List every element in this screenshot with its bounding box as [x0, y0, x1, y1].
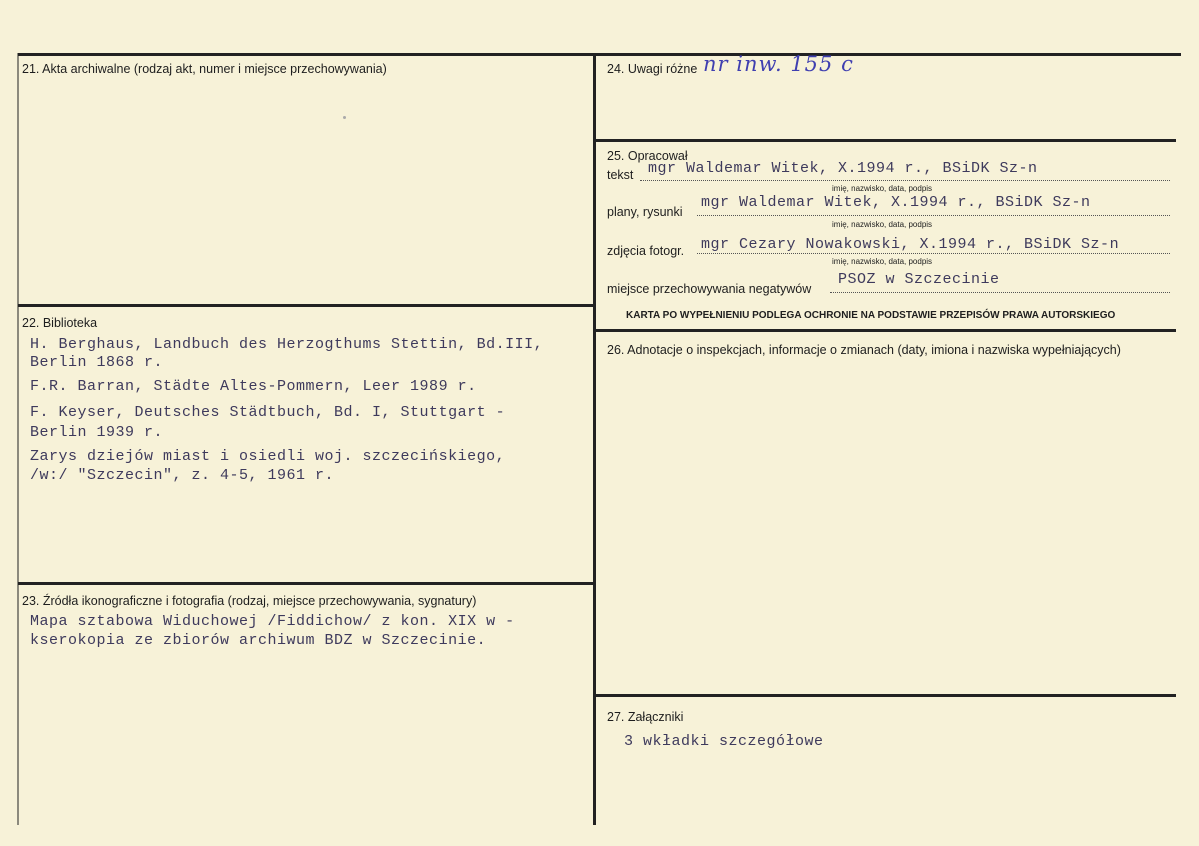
section-25-label: 25. Opracował: [607, 149, 688, 163]
tekst-value: mgr Waldemar Witek, X.1994 r., BSiDK Sz-n: [648, 160, 1038, 177]
bibliography-line: Berlin 1939 r.: [30, 424, 164, 441]
section-23-label: 23. Źródła ikonograficzne i fotografia (rodzaj, miejsce przechowywania, sygnatury): [22, 594, 477, 608]
negatywy-value: PSOZ w Szczecinie: [838, 271, 1000, 288]
section-27-label: 27. Załączniki: [607, 710, 684, 724]
section-24-label: 24. Uwagi różne: [607, 62, 698, 76]
section-21-label: 21. Akta archiwalne (rodzaj akt, numer i miejsce przechowywania): [22, 62, 387, 76]
section-22-label: 22. Biblioteka: [22, 316, 98, 330]
tekst-dotted-line: [640, 180, 1170, 181]
bibliography-line: /w:/ "Szczecin", z. 4-5, 1961 r.: [30, 467, 335, 484]
bibliography-line: Zarys dziejów miast i osiedli woj. szczecińskiego,: [30, 448, 506, 465]
divider-25-26: [594, 329, 1176, 332]
tekst-label: tekst: [607, 168, 634, 182]
plany-dotted-line: [697, 215, 1170, 216]
plany-value: mgr Waldemar Witek, X.1994 r., BSiDK Sz-n: [701, 194, 1091, 211]
bibliography-line: H. Berghaus, Landbuch des Herzogthums Stettin, Bd.III,: [30, 336, 544, 353]
bibliography-line: F. Keyser, Deutsches Städtbuch, Bd. I, Stuttgart -: [30, 404, 506, 421]
zdjecia-dotted-line: [697, 253, 1170, 254]
divider-21-22: [18, 304, 594, 307]
left-border-line: [17, 53, 19, 825]
divider-26-27: [594, 694, 1176, 697]
plany-caption: imię, nazwisko, data, podpis: [832, 220, 933, 229]
negatywy-label: miejsce przechowywania negatywów: [607, 282, 812, 296]
center-divider-line: [593, 53, 596, 825]
divider-22-23: [18, 582, 594, 585]
iconography-line: kserokopia ze zbiorów archiwum BDZ w Szczecinie.: [30, 632, 487, 649]
bibliography-line: F.R. Barran, Städte Altes-Pommern, Leer 1989 r.: [30, 378, 477, 395]
divider-24-25: [594, 139, 1176, 142]
attachments-value: 3 wkładki szczegółowe: [624, 733, 824, 750]
tekst-caption: imię, nazwisko, data, podpis: [832, 184, 933, 193]
zdjecia-caption: imię, nazwisko, data, podpis: [832, 257, 933, 266]
section-26-label: 26. Adnotacje o inspekcjach, informacje o zmianach (daty, imiona i nazwiska wypełniających): [607, 343, 1121, 357]
zdjecia-label: zdjęcia fotogr.: [607, 244, 685, 258]
top-border-line: [18, 53, 1181, 56]
zdjecia-value: mgr Cezary Nowakowski, X.1994 r., BSiDK Sz-n: [701, 236, 1120, 253]
copyright-notice: KARTA PO WYPEŁNIENIU PODLEGA OCHRONIE NA PODSTAWIE PRZEPISÓW PRAWA AUTORSKIEGO: [626, 310, 1116, 321]
plany-label: plany, rysunki: [607, 205, 683, 219]
iconography-line: Mapa sztabowa Widuchowej /Fiddichow/ z kon. XIX w -: [30, 613, 515, 630]
handwritten-inventory-number: nr inw. 155 c: [703, 52, 854, 76]
bibliography-line: Berlin 1868 r.: [30, 354, 164, 371]
negatywy-dotted-line: [830, 292, 1170, 293]
speck: [343, 116, 346, 119]
